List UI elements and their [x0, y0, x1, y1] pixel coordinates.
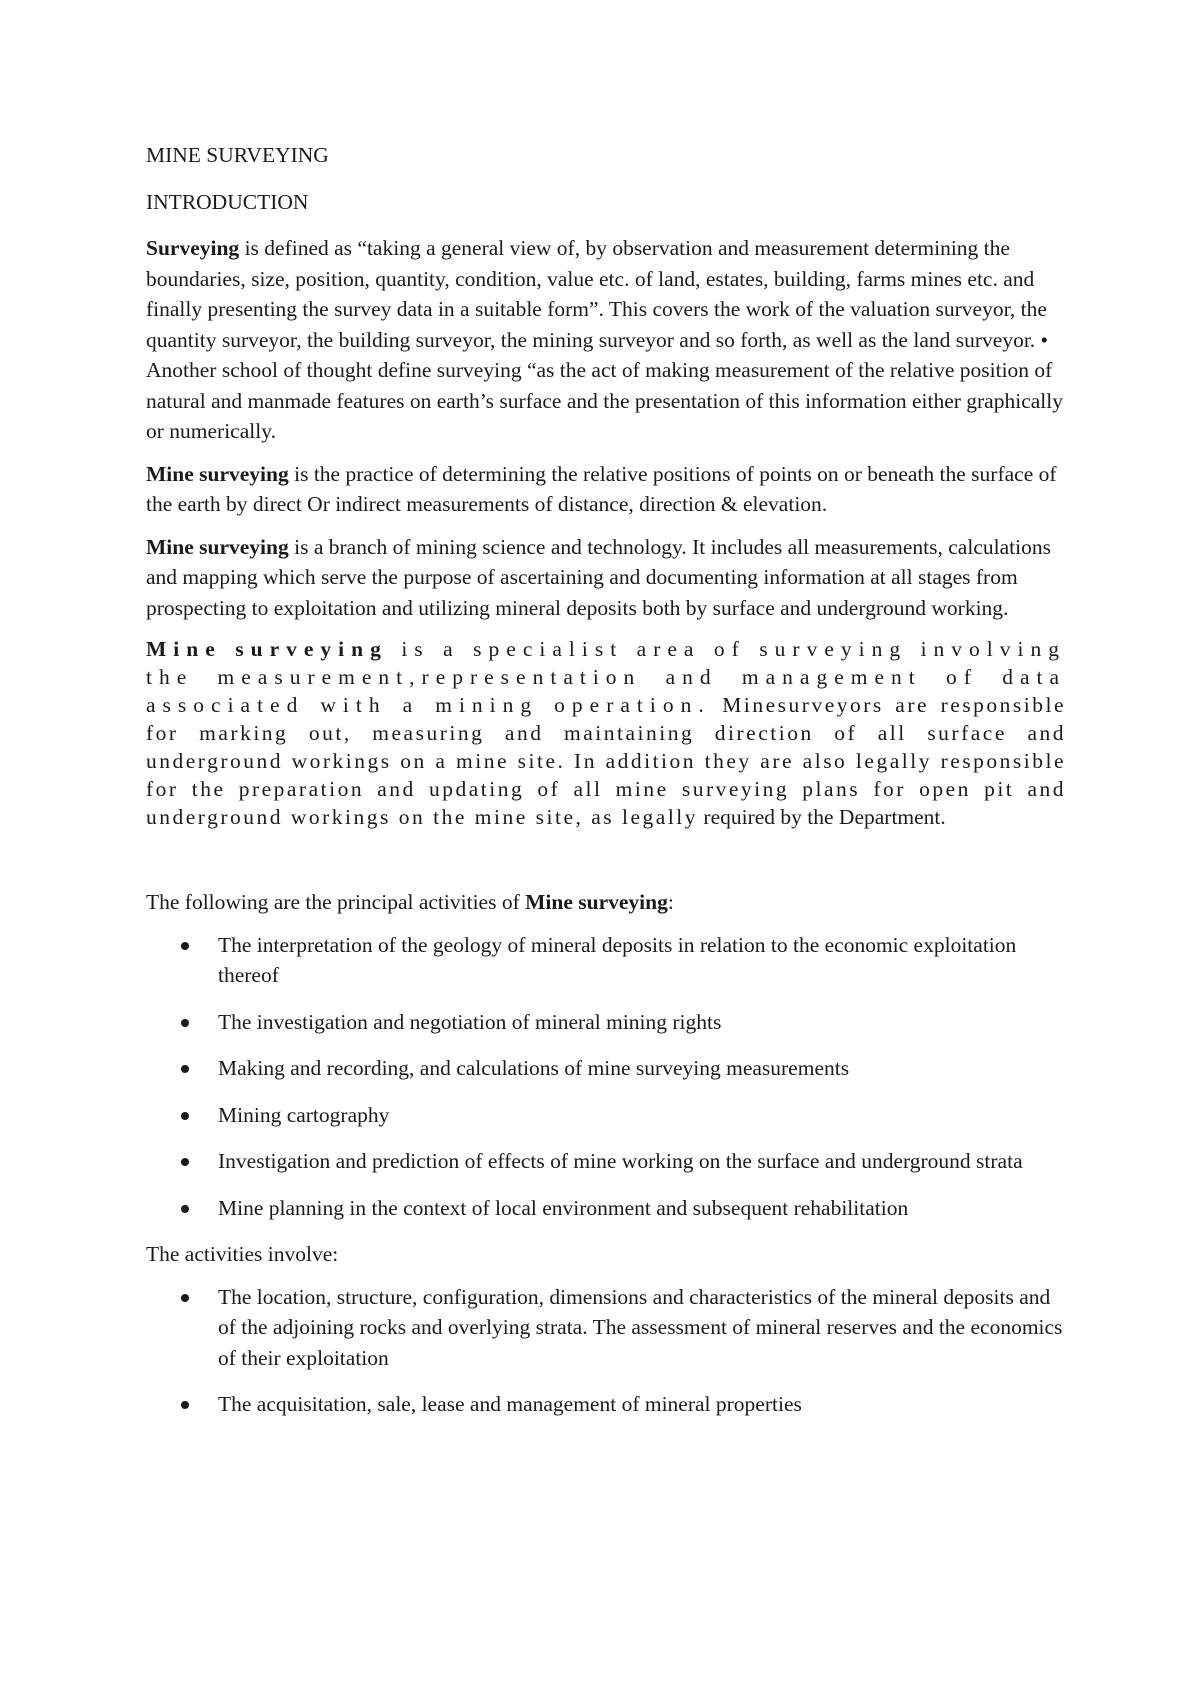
- term-mine-surveying: Mine surveying: [525, 890, 668, 914]
- list-item-text: The investigation and negotiation of mineral mining rights: [218, 1009, 722, 1034]
- term-surveying: Surveying: [146, 236, 240, 260]
- list-item: [146, 1053, 1066, 1084]
- list-item: [146, 1193, 1066, 1224]
- document-title: MINE SURVEYING: [146, 143, 329, 167]
- paragraph-mine-surveying-branch: [146, 532, 1066, 624]
- paragraph-text: is defined as “taking a general view of, by observation and measurement determining the boundaries, size, position, quantity, condition, value etc. of land, estates, building, farms mines etc. and finally presenting the survey data in a suitable form”. This covers the work of the valuation surveyor, the quantity surveyor, the building surveyor, the mining surveyor and so forth, as well as the land surveyor. • Another school of thought define surveying “as the act of making measurement of the relative position of natural and manmade features on earth’s surface and the presentation of this information either graphically or numerically.: [146, 236, 1063, 443]
- paragraph-mine-surveying-practice: [146, 459, 1066, 520]
- bullet-icon: [181, 1019, 189, 1027]
- list-item-text: Mining cartography: [218, 1102, 390, 1127]
- paragraph-text: Minesurveyors are responsible for marking out, measuring and maintaining direction of all surface and underground workings on a mine site. In addition they are also legally responsible for the preparation and updating of all mine surveying plans for open pit and underground workings on the mine site, as legally: [146, 693, 1067, 829]
- term-mine-surveying: Mine surveying: [146, 461, 289, 486]
- activities-list: [146, 930, 1066, 1224]
- bullet-icon: [181, 1158, 189, 1166]
- paragraph-surveying-definition: [146, 233, 1066, 447]
- paragraph-mine-surveying-specialist: [146, 635, 1066, 831]
- list-item-text: The acquisitation, sale, lease and management of mineral properties: [218, 1392, 802, 1416]
- list-item-text: The location, structure, configuration, dimensions and characteristics of the mineral deposits and of the adjoining rocks and overlying strata. The assessment of mineral reserves and the economics of their exploitation: [218, 1284, 1063, 1370]
- paragraph-text: required by the Department.: [698, 805, 946, 829]
- term-mine-surveying: Mine surveying: [146, 534, 289, 559]
- list-item: [146, 1389, 1066, 1420]
- list-item-text: The interpretation of the geology of mineral deposits in relation to the economic exploitation thereof: [218, 932, 1017, 987]
- list-item-text: Investigation and prediction of effects of mine working on the surface and underground strata: [218, 1149, 1023, 1173]
- activities-intro-text: The following are the principal activities of: [146, 890, 526, 914]
- list-item-text: Mine planning in the context of local environment and subsequent rehabilitation: [218, 1195, 909, 1220]
- section-heading-introduction: INTRODUCTION: [146, 189, 309, 214]
- paragraph-text: is a branch of mining science and technology. It includes all measurements, calculations and mapping which serve the purpose of ascertaining and documenting information at all stages from prospecting to exploitation and utilizing mineral deposits both by surface and underground working.: [146, 534, 1051, 620]
- term-mine-surveying: Mine surveying: [146, 637, 388, 661]
- bullet-icon: [181, 1294, 189, 1302]
- involve-intro: The activities involve:: [146, 1242, 339, 1266]
- bullet-icon: [181, 1112, 189, 1120]
- document-page: [146, 140, 1066, 1436]
- list-item: [146, 1100, 1066, 1131]
- involve-list: [146, 1282, 1066, 1420]
- list-item: [146, 1282, 1066, 1374]
- bullet-icon: [181, 1205, 189, 1213]
- list-item: [146, 930, 1066, 991]
- bullet-icon: [181, 1401, 189, 1409]
- list-item-text: Making and recording, and calculations of mine surveying measurements: [218, 1056, 850, 1080]
- activities-intro-suffix: :: [667, 890, 674, 914]
- activities-intro: [146, 887, 1066, 918]
- spacer: [146, 843, 1066, 887]
- paragraph-text: is the practice of determining the relative positions of points on or beneath the surface of the earth by direct Or indirect measurements of distance, direction & elevation.: [146, 461, 1057, 516]
- bullet-icon: [181, 942, 189, 950]
- list-item: [146, 1007, 1066, 1038]
- paragraph-text-spaced: is a specialist area of surveying involving the measurement,representation and management of data associated with a mining operation.: [146, 637, 1066, 717]
- bullet-icon: [181, 1065, 189, 1073]
- list-item: [146, 1146, 1066, 1177]
